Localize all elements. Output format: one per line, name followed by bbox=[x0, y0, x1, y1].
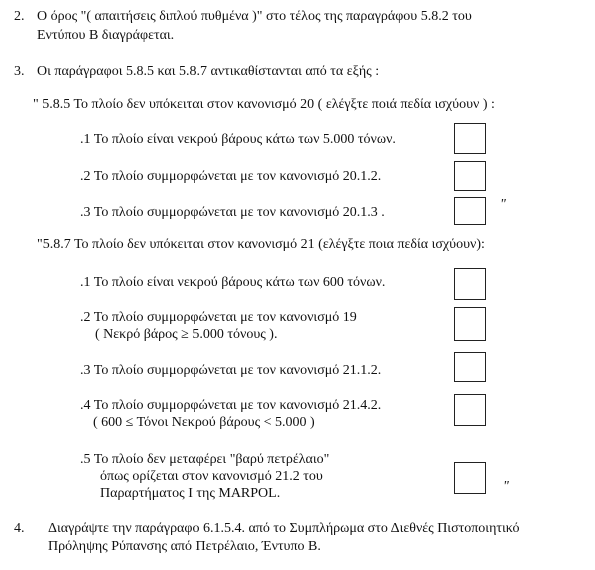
item-587-2-label-line-2: ( Νεκρό βάρος ≥ 5.000 τόνους ). bbox=[95, 327, 278, 342]
checkbox-587-4[interactable] bbox=[454, 394, 486, 426]
item-587-3-label: .3 Το πλοίο συμμορφώνεται με τον κανονισμό 21.1.2. bbox=[80, 363, 382, 378]
section-585-heading: " 5.8.5 Το πλοίο δεν υπόκειται στον κανονισμό 20 ( ελέγξτε ποιά πεδία ισχύουν ) : bbox=[33, 97, 495, 112]
checkbox-585-3[interactable] bbox=[454, 197, 486, 225]
section-585-closing-quote: " bbox=[500, 197, 506, 212]
section-587-closing-quote: " bbox=[503, 479, 509, 494]
item-587-1-label: .1 Το πλοίο είναι νεκρού βάρους κάτω των 600 τόνων. bbox=[80, 275, 386, 290]
item-587-5-label-line-2: όπως ορίζεται στον κανονισμό 21.2 του bbox=[100, 469, 323, 484]
item-587-4-label-line-2: ( 600 ≤ Τόνοι Νεκρού βάρους < 5.000 ) bbox=[93, 415, 315, 430]
item-585-3-label: .3 Το πλοίο συμμορφώνεται με τον κανονισμό 20.1.3 . bbox=[80, 205, 385, 220]
item-3-text: Οι παράγραφοι 5.8.5 και 5.8.7 αντικαθίστανται από τα εξής : bbox=[37, 64, 380, 79]
checkbox-587-3[interactable] bbox=[454, 352, 486, 382]
item-587-4-label: .4 Το πλοίο συμμορφώνεται με τον κανονισμό 21.4.2. bbox=[80, 398, 382, 413]
checkbox-587-1[interactable] bbox=[454, 268, 486, 300]
item-3-number: 3. bbox=[14, 64, 25, 79]
item-4-number: 4. bbox=[14, 521, 25, 536]
item-587-5-label-line-3: Παραρτήματος Ι της MARPOL. bbox=[100, 486, 281, 501]
item-587-2-label: .2 Το πλοίο συμμορφώνεται με τον κανονισμό 19 bbox=[80, 310, 357, 325]
checkbox-585-2[interactable] bbox=[454, 161, 486, 191]
item-2-line-2: Εντύπου Β διαγράφεται. bbox=[37, 28, 175, 43]
item-585-2-label: .2 Το πλοίο συμμορφώνεται με τον κανονισμό 20.1.2. bbox=[80, 169, 382, 184]
item-2-line-1: Ο όρος "( απαιτήσεις διπλού πυθμένα )" στο τέλος της παραγράφου 5.8.2 του bbox=[37, 9, 472, 24]
item-585-1-label: .1 Το πλοίο είναι νεκρού βάρους κάτω των 5.000 τόνων. bbox=[80, 132, 396, 147]
item-4-line-1: Διαγράψτε την παράγραφο 6.1.5.4. από το Συμπλήρωμα στο Διεθνές Πιστοποιητικό bbox=[48, 521, 520, 536]
checkbox-585-1[interactable] bbox=[454, 123, 486, 154]
item-2-number: 2. bbox=[14, 9, 25, 24]
section-587-heading: "5.8.7 Το πλοίο δεν υπόκειται στον κανονισμό 21 (ελέγξτε ποια πεδία ισχύουν): bbox=[37, 237, 485, 252]
item-587-5-label: .5 Το πλοίο δεν μεταφέρει "βαρύ πετρέλαιο" bbox=[80, 452, 330, 467]
checkbox-587-5[interactable] bbox=[454, 462, 486, 494]
item-4-line-2: Πρόληψης Ρύπανσης από Πετρέλαιο, Έντυπο Β. bbox=[48, 539, 321, 554]
checkbox-587-2[interactable] bbox=[454, 307, 486, 341]
